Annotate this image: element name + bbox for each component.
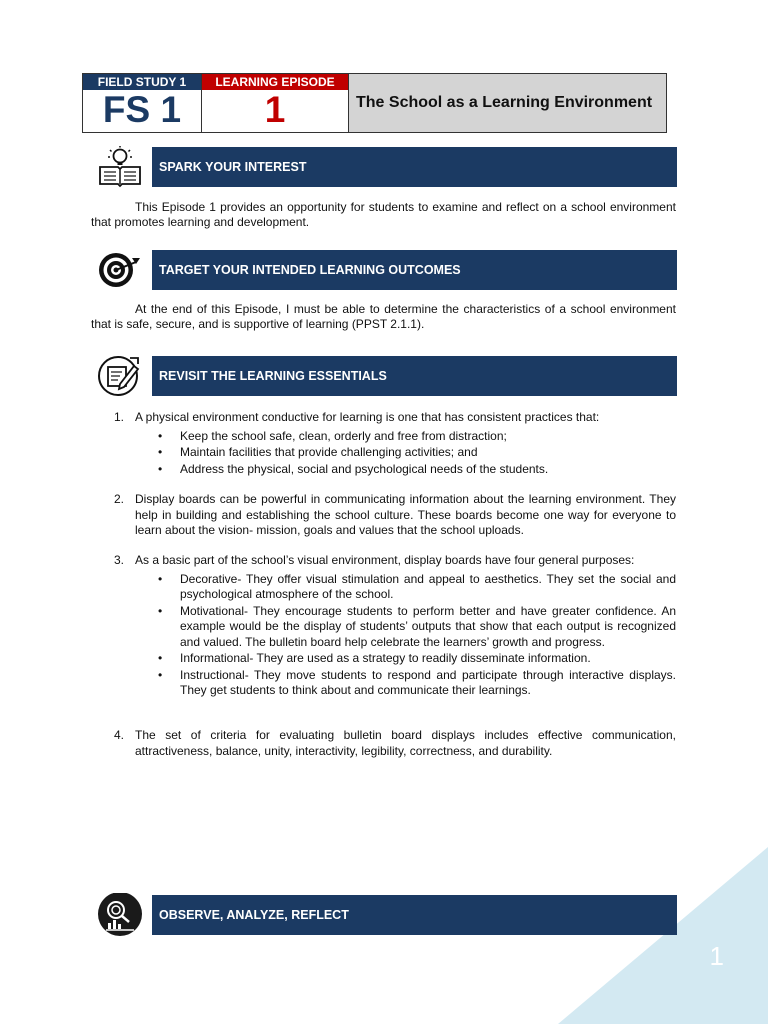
item-bullets [135,429,676,478]
item-number: 2. [113,492,124,506]
essential-item-3 [110,553,676,700]
item-bullets [135,572,676,699]
item-text: A physical environment conductive for learning is one that has consistent practices that: [135,410,600,424]
item-text: Display boards can be powerful in communicating information about the learning environment. They help in building and establishing the school culture. These boards become one way for everyone to learn about the vision- mission, goals and values that the school uploads. [135,492,676,537]
essential-item-4 [110,728,676,759]
spark-paragraph: This Episode 1 provides an opportunity for students to examine and reflect on a school environment that promotes learning and development. [91,200,676,229]
target-icon [96,248,144,292]
section-title: OBSERVE, ANALYZE, REFLECT [152,895,677,935]
field-study-cell [83,74,202,132]
item-number: 4. [113,728,124,742]
episode-number: 1 [264,89,286,130]
page-number: 1 [709,941,724,971]
bullet-item: • Informational- They are used as a strategy to readily disseminate information. [180,651,676,667]
item-text: As a basic part of the school’s visual environment, display boards have four general purposes: [135,553,635,567]
learning-episode-cell [202,74,349,132]
bullet-item: • Maintain facilities that provide challenging activities; and [180,445,676,461]
episode-title-cell [349,74,666,132]
book-lightbulb-icon [96,145,144,189]
bullet-item: • Keep the school safe, clean, orderly and free from distraction; [180,429,676,445]
item-text: The set of criteria for evaluating bulletin board displays includes effective communication, attractiveness, balance, unity, interactivity, legibility, correctness, and durability. [135,728,676,758]
episode-header-table [82,73,667,133]
learning-episode-label: LEARNING EPISODE [202,74,348,90]
episode-title: The School as a Learning Environment [356,94,653,111]
bullet-item: • Decorative- They offer visual stimulation and appeal to aesthetics. They set the social and psychological atmosphere of the school. [180,572,676,603]
bullet-item: • Address the physical, social and psychological needs of the students. [180,462,676,478]
corner-decoration [558,847,768,1024]
notebook-pencil-icon [96,354,144,398]
item-number: 1. [113,410,124,424]
essential-item-2 [110,492,676,539]
item-number: 3. [113,553,124,567]
fs-number: FS 1 [102,89,182,130]
section-title: TARGET YOUR INTENDED LEARNING OUTCOMES [152,250,677,290]
bullet-item: • Instructional- They move students to respond and participate through interactive displays. They get students to think about and communicate their learnings. [180,668,676,699]
section-spark [96,147,677,187]
section-target [96,250,677,290]
essential-item-1 [110,410,676,478]
section-title: REVISIT THE LEARNING ESSENTIALS [152,356,677,396]
magnifier-chart-icon [96,893,144,937]
section-observe [96,895,677,935]
target-paragraph: At the end of this Episode, I must be able to determine the characteristics of a school environment that is safe, secure, and is supportive of learning (PPST 2.1.1). [91,302,676,331]
field-study-label: FIELD STUDY 1 [83,74,201,90]
bullet-item: • Motivational- They encourage students to perform better and have greater confidence. An example would be the display of students’ outputs that show that each output is recognized and valued. The bulletin board help celebrate the learners’ growth and progress. [180,604,676,651]
section-title: SPARK YOUR INTEREST [152,147,677,187]
section-revisit [96,356,677,396]
